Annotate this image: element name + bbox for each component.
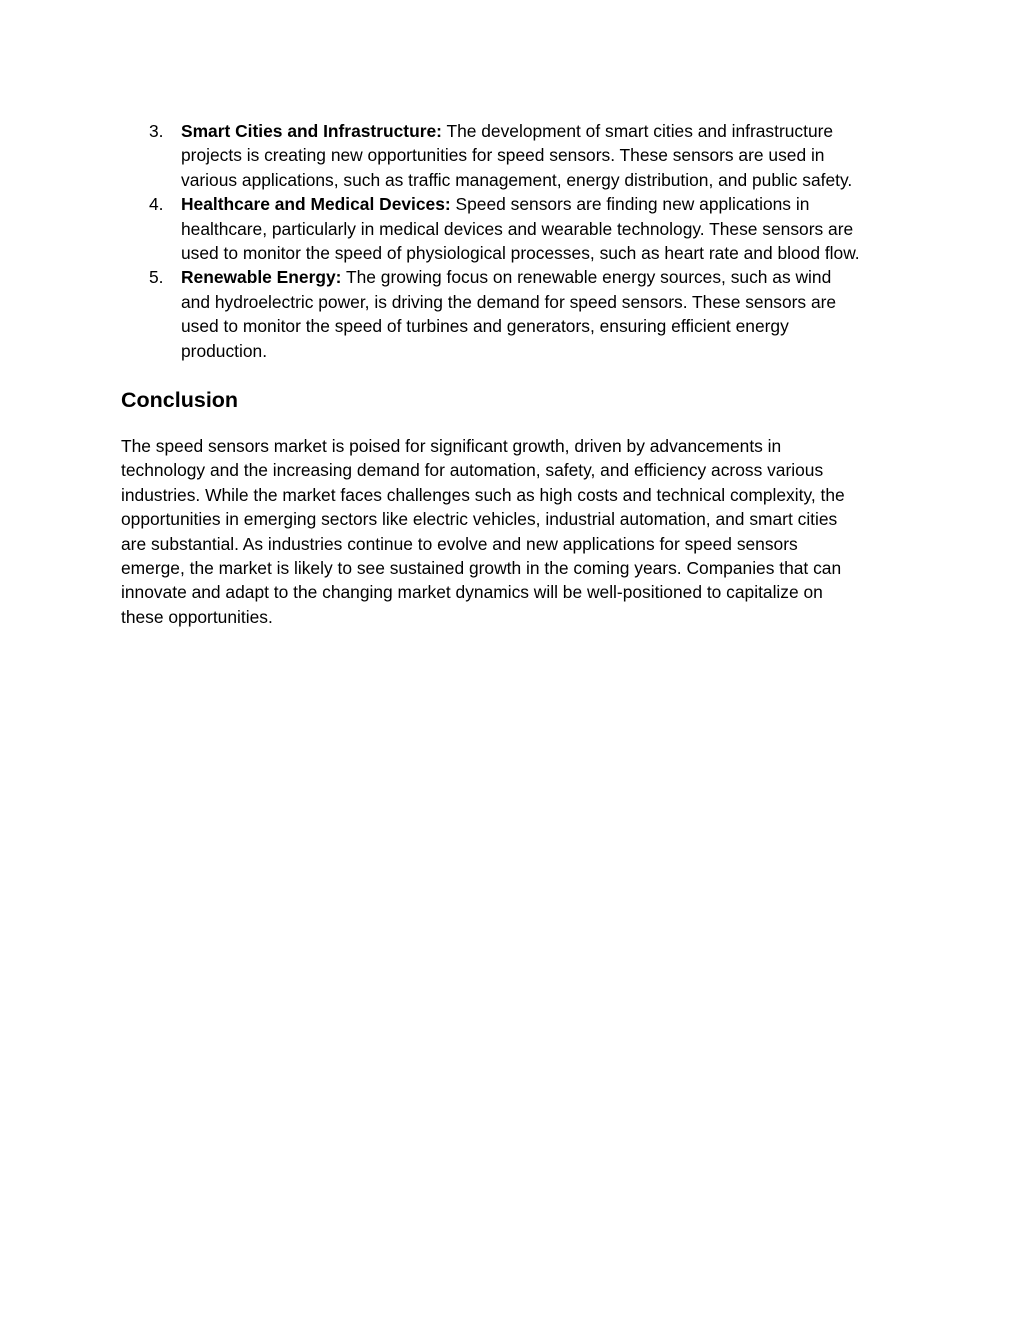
paragraph-line: these opportunities. [121, 606, 273, 627]
list-item-line [181, 121, 833, 141]
list-item [121, 119, 911, 192]
list-item-text: and hydroelectric power, is driving the demand for speed sensors. These sensors are [181, 291, 837, 312]
list-item-text: healthcare, particularly in medical devices and wearable technology. These sensors are [181, 218, 854, 239]
paragraph-line: technology and the increasing demand for automation, safety, and efficiency across various [121, 460, 824, 481]
list-item-text: used to monitor the speed of turbines and generators, ensuring efficient energy [181, 316, 789, 337]
list-item-number: 5. [149, 267, 164, 288]
list-item [121, 192, 911, 265]
list-item-term: Renewable Energy: [181, 267, 342, 288]
list-item-text: used to monitor the speed of physiological processes, such as heart rate and blood flow. [181, 243, 860, 264]
paragraph-line: emerge, the market is likely to see sustained growth in the coming years. Companies that can [121, 558, 842, 579]
paragraph-line: The speed sensors market is poised for significant growth, driven by advancements in [121, 436, 782, 456]
paragraph-line: are substantial. As industries continue to evolve and new applications for speed sensors [121, 533, 798, 554]
list-item-line [181, 267, 831, 287]
list-item-number: 4. [149, 194, 164, 215]
list-item-text: production. [181, 340, 268, 361]
list-item [121, 265, 911, 363]
conclusion-heading: Conclusion [121, 388, 239, 412]
paragraph-line: opportunities in emerging sectors like electric vehicles, industrial automation, and smart cities [121, 509, 838, 530]
list-item-text: The development of smart cities and infrastructure [446, 121, 834, 141]
list-item-text: The growing focus on renewable energy sources, such as wind [345, 267, 832, 288]
paragraph-line: industries. While the market faces challenges such as high costs and technical complexity, the [121, 484, 845, 505]
list-item-text: projects is creating new opportunities for speed sensors. These sensors are used in [181, 145, 825, 166]
paragraph-line: innovate and adapt to the changing market dynamics will be well-positioned to capitalize on [121, 582, 823, 603]
list-item-line [181, 194, 809, 214]
list-item-text: Speed sensors are finding new applications in [455, 194, 810, 215]
list-item-number: 3. [149, 121, 164, 141]
conclusion-paragraph [121, 434, 901, 629]
list-item-term: Smart Cities and Infrastructure: [181, 121, 442, 141]
list-item-text: various applications, such as traffic management, energy distribution, and public safety. [181, 169, 853, 190]
opportunities-list [121, 119, 911, 363]
list-item-term: Healthcare and Medical Devices: [181, 194, 451, 215]
